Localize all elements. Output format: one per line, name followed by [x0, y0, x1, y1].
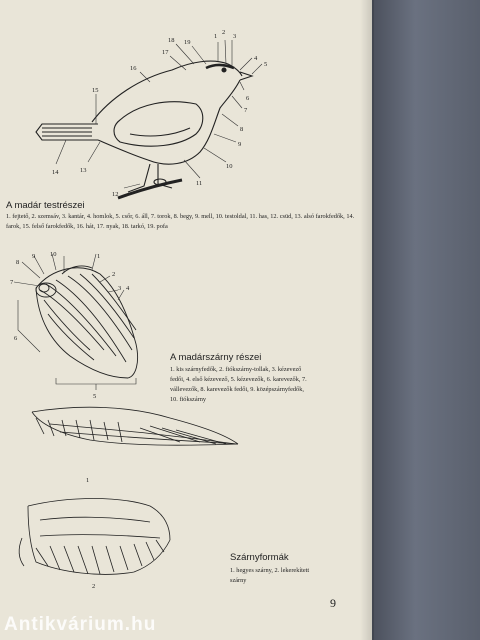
bird-label-17: 17: [162, 49, 169, 56]
wing-label-6: 6: [14, 335, 18, 342]
rounded-wing-illustration: [19, 499, 170, 575]
wing-label-10: 10: [50, 251, 57, 258]
bird-label-2: 2: [222, 29, 226, 36]
bird-label-6: 6: [246, 95, 250, 102]
wing-label-5: 5: [93, 393, 97, 400]
bird-label-16: 16: [130, 65, 137, 72]
figure3-caption-line: 1. hegyes szárny, 2. lekerekített: [230, 567, 310, 574]
bird-label-10: 10: [226, 163, 233, 170]
bird-label-1: 1: [214, 33, 218, 40]
figure2-caption-line: fedői, 4. első kézevező, 5. kézevezők, 6. karevezők, 7.: [170, 376, 307, 383]
pointed-wing-illustration: [32, 407, 238, 445]
watermark: Antikvárium.hu: [4, 614, 157, 635]
figure3-caption-line: szárny: [230, 577, 247, 584]
wing-leader-lines: [14, 254, 136, 390]
figure1-caption: 1. fejtető, 2. szemsáv, 3. kantár, 4. homlok, 5. csőr, 6. áll, 7. torok, 8. begy, 9. mell, 10. testoldal, 11. has, 12. csüd, 13. alsó farokfedők, 14. farok, 15. felső farokfedők, 16. hát, 17. nyak, 18. tarkó, 19. pofa: [6, 213, 355, 230]
bird-label-14: 14: [52, 169, 59, 176]
wing-parts-illustration: [36, 266, 138, 378]
figure1-title: A madár testrészei: [6, 200, 85, 211]
bird-label-8: 8: [240, 126, 244, 133]
bird-label-12: 12: [112, 191, 119, 198]
bird-label-9: 9: [238, 141, 242, 148]
bird-label-15: 15: [92, 87, 99, 94]
wing-shape-label-1: 1: [86, 477, 90, 484]
bird-label-5: 5: [264, 61, 268, 68]
figure2-caption-line: 10. fiókszárny: [170, 396, 207, 403]
page-number: 9: [330, 596, 336, 610]
bird-illustration: [36, 61, 252, 198]
wing-label-7: 7: [10, 279, 14, 286]
figure2-caption-line: 1. kis szárnyfedők, 2. fiókszárny-tollak, 3. kézevező: [170, 366, 302, 373]
figure3-title: Szárnyformák: [230, 552, 289, 563]
bird-labels: [52, 29, 267, 198]
bird-label-18: 18: [168, 37, 175, 44]
bird-label-19: 19: [184, 39, 191, 46]
wing-label-3: 3: [118, 285, 122, 292]
wing-labels: [10, 251, 130, 400]
wing-shape-label-2: 2: [92, 583, 96, 590]
wing-label-2: 2: [112, 271, 116, 278]
wing-label-4: 4: [126, 285, 130, 292]
bird-label-7: 7: [244, 107, 248, 114]
bird-label-11: 11: [196, 180, 203, 187]
wing-label-9: 9: [32, 253, 36, 260]
wing-label-8: 8: [16, 259, 20, 266]
bird-label-3: 3: [233, 33, 237, 40]
figure2-title: A madárszárny részei: [170, 352, 262, 363]
bird-label-4: 4: [254, 55, 258, 62]
bird-label-13: 13: [80, 167, 87, 174]
figure2-caption-line: vállevezők, 8. karevezők fedői, 9. középszárnyfedők,: [170, 386, 304, 393]
wing-label-1: 1: [97, 253, 101, 260]
